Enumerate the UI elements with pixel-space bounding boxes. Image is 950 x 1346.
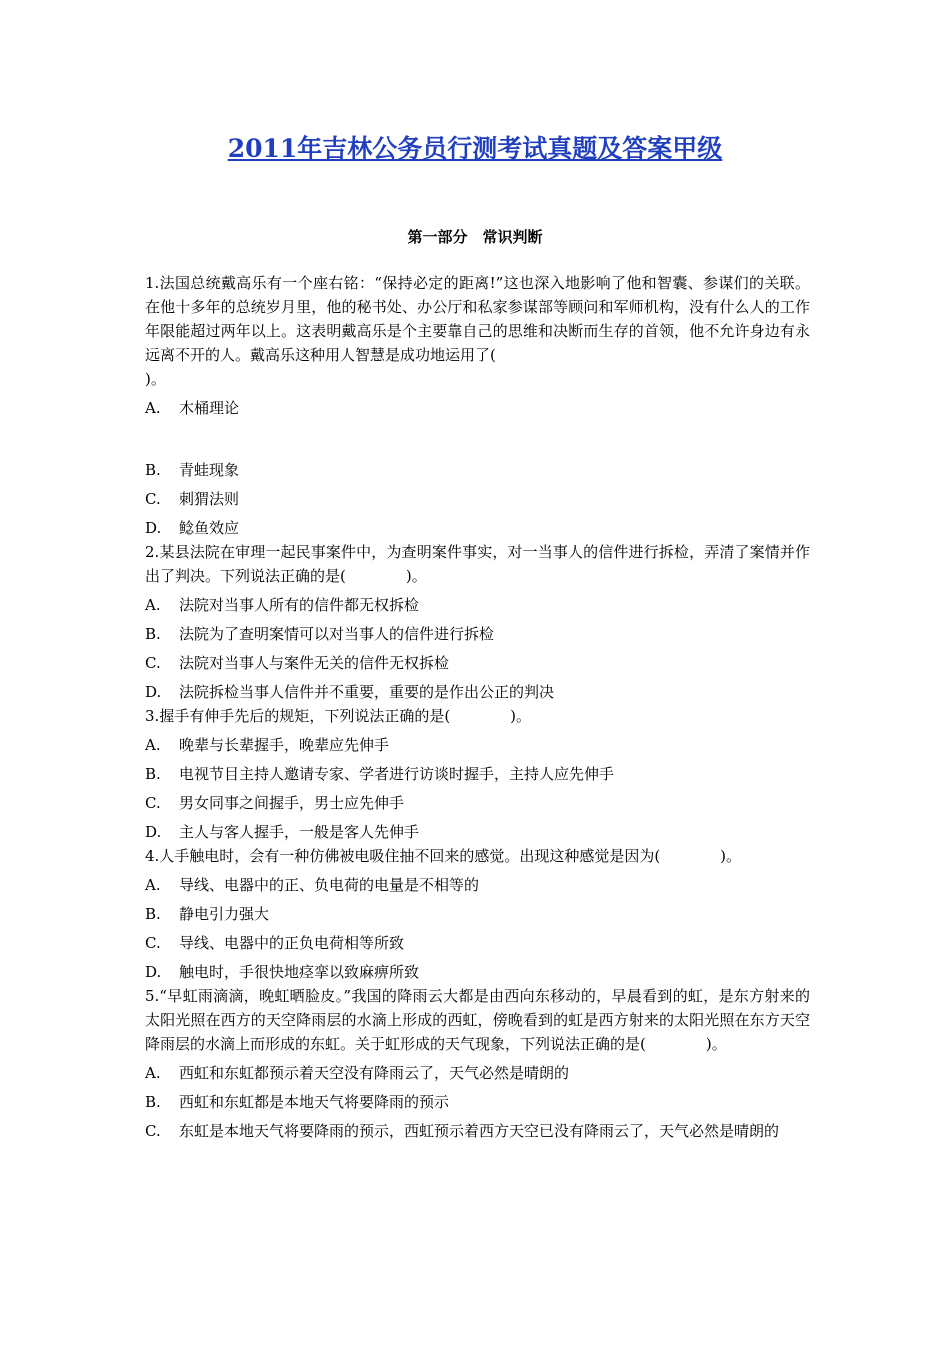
option-text: 触电时，手很快地痉挛以致麻痹所致 [179, 963, 420, 981]
option-text: 东虹是本地天气将要降雨的预示，西虹预示着西方天空已没有降雨云了，天气必然是晴朗的 [179, 1122, 780, 1140]
question-2-stem: 2.某县法院在审理一起民事案件中，为查明案件事实，对一当事人的信件进行拆检，弄清了案情并作出了判决。下列说法正确的是( )。 [145, 543, 810, 585]
question-5 [145, 984, 810, 1143]
option-text: 木桶理论 [179, 399, 240, 417]
option-text: 法院对当事人所有的信件都无权拆检 [179, 596, 420, 614]
option-letter: B. [145, 905, 161, 923]
option-letter: C. [145, 490, 161, 508]
option-5b [145, 1090, 810, 1114]
option-letter: C. [145, 654, 161, 672]
option-letter: A. [145, 399, 161, 417]
option-letter: D. [145, 683, 162, 701]
option-text: 导线、电器中的正负电荷相等所致 [179, 934, 405, 952]
option-letter: B. [145, 1093, 161, 1111]
option-letter: A. [145, 596, 161, 614]
question-list [145, 271, 810, 1143]
option-letter: C. [145, 794, 161, 812]
option-2b [145, 622, 810, 646]
option-letter: B. [145, 461, 161, 479]
document-title[interactable]: 2011年吉林公务员行测考试真题及答案甲级 [227, 134, 723, 163]
option-1a [145, 396, 810, 420]
question-4 [145, 844, 810, 984]
option-text: 西虹和东虹都是本地天气将要降雨的预示 [179, 1093, 450, 1111]
spacer [145, 420, 810, 453]
option-letter: A. [145, 736, 161, 754]
option-4a [145, 873, 810, 897]
option-4c [145, 931, 810, 955]
option-3a [145, 733, 810, 757]
option-1c [145, 487, 810, 511]
option-text: 青蛙现象 [179, 461, 240, 479]
option-letter: B. [145, 765, 161, 783]
option-3b [145, 762, 810, 786]
option-3d [145, 820, 810, 844]
option-text: 法院为了查明案情可以对当事人的信件进行拆检 [179, 625, 495, 643]
option-text: 西虹和东虹都预示着天空没有降雨云了，天气必然是晴朗的 [179, 1064, 570, 1082]
option-letter: A. [145, 1064, 161, 1082]
option-text: 电视节目主持人邀请专家、学者进行访谈时握手，主持人应先伸手 [179, 765, 615, 783]
option-letter: D. [145, 963, 162, 981]
option-2a [145, 593, 810, 617]
option-3c [145, 791, 810, 815]
option-text: 导线、电器中的正、负电荷的电量是不相等的 [179, 876, 480, 894]
option-5a [145, 1061, 810, 1085]
question-2 [145, 540, 810, 704]
question-5-stem: 5.“早虹雨滴滴，晚虹晒脸皮。”我国的降雨云大都是由西向东移动的，早晨看到的虹，是东方射来的太阳光照在西方的天空降雨层的水滴上形成的西虹，傍晚看到的虹是西方射来的太阳光照在东方天空降雨层的水滴上而形成的东虹。关于虹形成的天气现象，下列说法正确的是( )。 [145, 987, 810, 1053]
option-letter: C. [145, 934, 161, 952]
option-text: 静电引力强大 [179, 905, 270, 923]
option-text: 刺猬法则 [179, 490, 240, 508]
option-text: 主人与客人握手，一般是客人先伸手 [179, 823, 420, 841]
option-1b [145, 458, 810, 482]
question-3 [145, 704, 810, 844]
option-letter: B. [145, 625, 161, 643]
option-4d [145, 960, 810, 984]
option-text: 法院对当事人与案件无关的信件无权拆检 [179, 654, 450, 672]
question-3-stem: 3.握手有伸手先后的规矩，下列说法正确的是( )。 [145, 707, 532, 725]
option-letter: D. [145, 519, 162, 537]
section-heading: 第一部分 常识判断 [407, 228, 543, 246]
option-1d [145, 516, 810, 540]
question-1-stem: 1.法国总统戴高乐有一个座右铭：“保持必定的距离!”这也深入地影响了他和智囊、参谋们的关联。在他十多年的总统岁月里，他的秘书处、办公厅和私家参谋部等顾问和军师机构，没有什么人的工作年限能超过两年以上。这表明戴高乐是个主要靠自己的思维和决断而生存的首领，他不允许身边有永远离不开的人。戴高乐这种用人智慧是成功地运用了( [145, 274, 810, 364]
question-1 [145, 271, 810, 540]
option-text: 法院拆检当事人信件并不重要，重要的是作出公正的判决 [179, 683, 555, 701]
option-letter: A. [145, 876, 161, 894]
option-letter: C. [145, 1122, 161, 1140]
question-1-stem-tail: )。 [145, 370, 166, 388]
option-2d [145, 680, 810, 704]
option-5c [145, 1119, 810, 1143]
option-text: 男女同事之间握手，男士应先伸手 [179, 794, 405, 812]
option-letter: D. [145, 823, 162, 841]
option-4b [145, 902, 810, 926]
option-text: 鲶鱼效应 [179, 519, 240, 537]
option-2c [145, 651, 810, 675]
question-4-stem: 4.人手触电时，会有一种仿佛被电吸住抽不回来的感觉。出现这种感觉是因为( )。 [145, 847, 742, 865]
option-text: 晚辈与长辈握手，晚辈应先伸手 [179, 736, 390, 754]
